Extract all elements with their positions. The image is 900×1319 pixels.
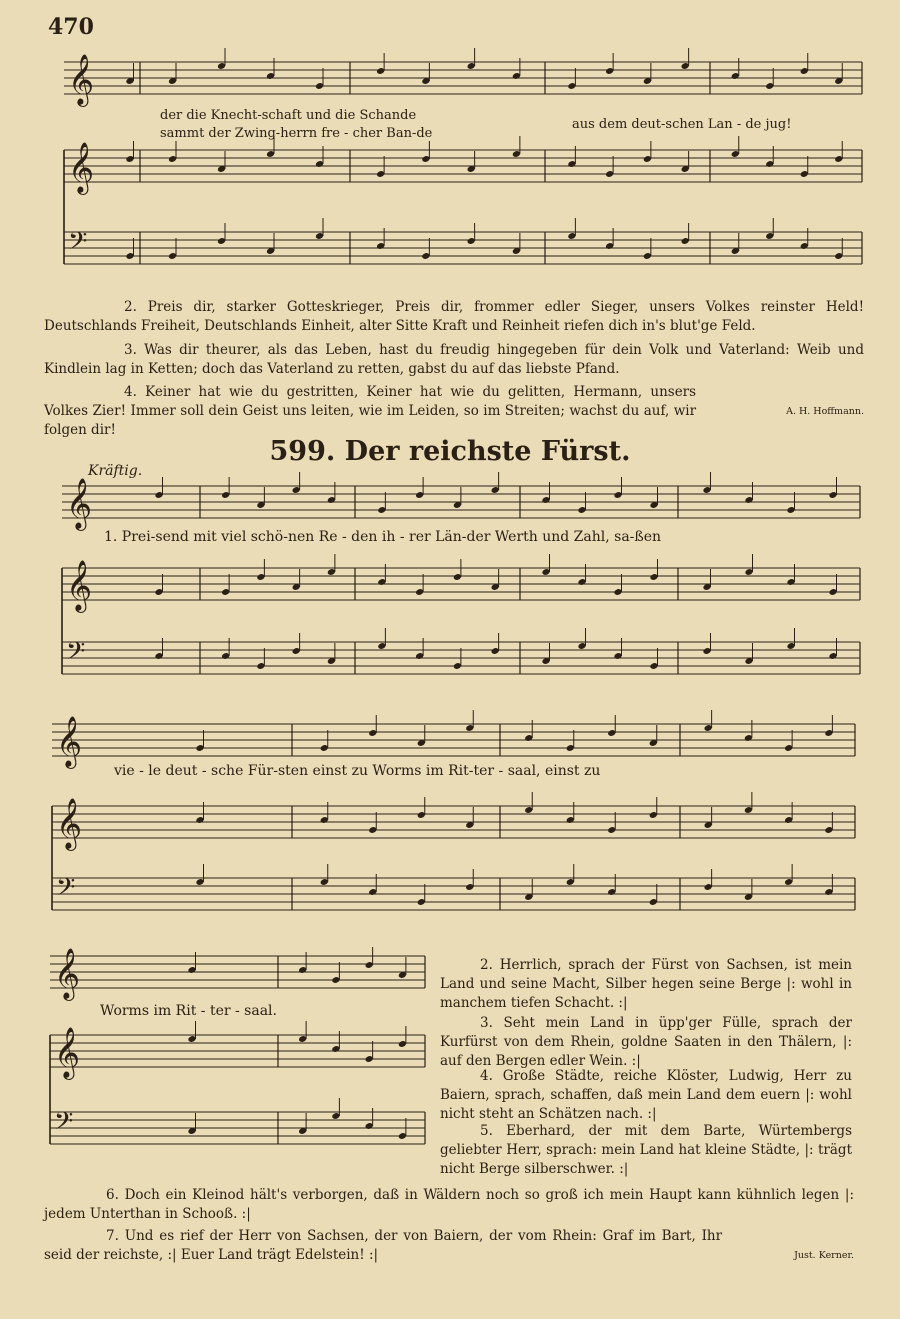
treble-clef: 𝄞: [66, 478, 93, 529]
treble-clef: 𝄞: [54, 1027, 81, 1078]
author-bottom: Just. Kerner.: [794, 1250, 854, 1261]
treble-clef: 𝄞: [66, 560, 93, 611]
verse-3-top: 3. Was dir theurer, als das Leben, hast du freudig hingegeben für dein Volk und Vaterland: Weib und Kindlein lag in Ketten; doch das Vaterland zu retten, gabst du auf das liebste Pfand.: [44, 342, 864, 377]
verse-4-top: [44, 383, 864, 440]
bass-clef: 𝄢: [68, 227, 88, 262]
treble-clef: 𝄞: [56, 798, 83, 849]
verse-4-top-text: 4. Keiner hat wie du gestritten, Keiner hat wie du gelitten, Hermann, unsers Volkes Zier! Immer soll dein Geist uns leiten, wie im Leiden, so im Streiten; wachst du auf, wir folgen dir!: [44, 384, 697, 438]
treble-clef: 𝄞: [68, 142, 95, 193]
verse-6-bottom: 6. Doch ein Kleinod hält's verborgen, daß in Wäldern noch so groß ich mein Haupt kann kühnlich legen |: jedem Unterthan in Schooß. :|: [44, 1187, 854, 1222]
verse-5-right: 5. Eberhard, der mit dem Barte, Würtembergs geliebter Herr, sprach: mein Land hat kleine Städte, |: trägt nicht Berge silberschwer. :|: [440, 1123, 852, 1177]
verse-2-right: 2. Herrlich, sprach der Fürst von Sachsen, ist mein Land und seine Macht, Silber hegen seine Berge |: wohl in manchem tiefen Schacht. :|: [440, 957, 852, 1011]
author-top: A. H. Hoffmann.: [786, 406, 864, 417]
verse-7-bottom: [44, 1227, 854, 1265]
bass-clef: 𝄢: [66, 637, 86, 672]
verse-3-right: 3. Seht mein Land in üpp'ger Fülle, sprach der Kurfürst von dem Rhein, goldne Saaten in den Thälern, |: auf den Bergen edler Wein. :|: [440, 1015, 852, 1069]
treble-clef: 𝄞: [56, 716, 83, 767]
treble-clef: 𝄞: [54, 948, 81, 999]
verse-2-top: 2. Preis dir, starker Gotteskrieger, Preis dir, frommer edler Sieger, unsers Volkes reinster Held! Deutschlands Freiheit, Deutschlands Einheit, alter Sitte Kraft und Reinheit riefen dich in's blut'ge Feld.: [44, 299, 864, 334]
lyrics-system2: 1. Prei-send mit viel schö-nen Re - den ih - rer Län-der Werth und Zahl, sa-ßen: [104, 529, 662, 545]
bass-clef: 𝄢: [56, 873, 76, 908]
treble-clef: 𝄞: [68, 54, 95, 105]
song-title: 599. Der reichste Fürst.: [269, 436, 631, 467]
lyrics-system4: Worms im Rit - ter - saal.: [100, 1003, 277, 1019]
lyrics-system1-line1: der die Knecht-schaft und die Schande: [160, 108, 417, 123]
lyrics-system1-refrain: aus dem deut-schen Lan - de jug!: [572, 117, 792, 132]
verse-7-bottom-text: 7. Und es rief der Herr von Sachsen, der von Baiern, der vom Rhein: Graf im Bart, Ihr seid der reichste, :| Euer Land trägt Edelstein! :|: [44, 1228, 723, 1263]
tempo-marking: Kräftig.: [88, 463, 143, 479]
verse-4-right: 4. Große Städte, reiche Klöster, Ludwig, Herr zu Baiern, sprach, schaffen, daß mein Land dem euern |: wohl nicht steht an Schätzen nach. :|: [440, 1068, 852, 1122]
page-number: 470: [48, 14, 94, 40]
lyrics-system1-line2: sammt der Zwing-herrn fre - cher Ban-de: [160, 126, 433, 141]
bass-clef: 𝄢: [54, 1107, 74, 1142]
lyrics-system3: vie - le deut - sche Für-sten einst zu Worms im Rit-ter - saal, einst zu: [114, 763, 601, 779]
